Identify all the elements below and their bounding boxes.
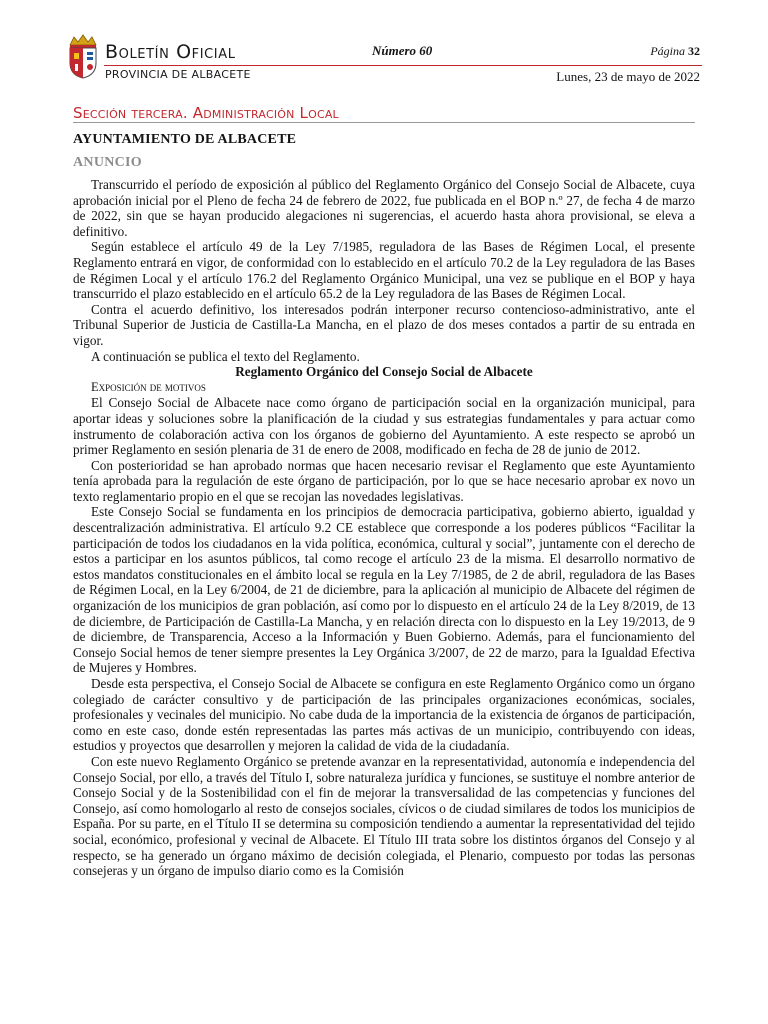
issue-date: Lunes, 23 de mayo de 2022 <box>556 69 700 84</box>
paragraph: Este Consejo Social se fundamenta en los principios de democracia participativa, gobierno abierto, igualdad y descentralización administrativa. El artículo 9.2 CE establece que corresponde a los poderes públicos “Facilitar la participación de todos los ciudadanos en la vida política, económica, cultural y social”, juntamente con el derecho de estos a participar en los asuntos públicos, tal como recoge el artículo 23 de la misma. El desarrollo normativo de estos mandatos constitucionales en el ámbito local se regula en la Ley 7/1985, de 2 de abril, reguladora de las Bases de Régimen Local, en la Ley 6/2004, de 21 de diciembre, para la aplicación al municipio de Albacete del régimen de organización de los municipios de gran población, así como por lo dispuesto en el artículo 24 de la Ley 8/2019, de 13 de diciembre, de Participación de Castilla-La Mancha, y en relación directa con lo dispuesto en la Ley 19/2013, de 9 de diciembre, de Transparencia, Acceso a la Información y Buen Gobierno. Además, para el funcionamiento del Consejo Social hemos de tener siempre presentes la Ley Orgánica 3/2007, de 22 de marzo, para la Igualdad Efectiva de Mujeres y Hombres. <box>73 504 695 676</box>
document-body <box>73 177 695 879</box>
page-indicator <box>650 44 700 59</box>
paragraph: Según establece el artículo 49 de la Ley 7/1985, reguladora de las Bases de Régimen Local, el presente Reglamento entrará en vigor, de conformidad con lo establecido en el artículo 70.2 de la Ley reguladora de las Bases de Régimen Local y el artículo 176.2 del Reglamento Orgánico Municipal, una vez se publique en el BOP y haya transcurrido el plazo establecido en el artículo 65.2 de la Ley reguladora de las Bases de Régimen Local. <box>73 239 695 302</box>
paragraph: A continuación se publica el texto del Reglamento. <box>91 348 360 364</box>
paragraph: Con posterioridad se han aprobado normas que hacen necesario revisar el Reglamento que este Ayuntamiento tenía aprobada para la regulación de este órgano de participación, por lo que se hace necesario aprobar ex novo un texto reglamentario propio en el que se recojan las novedades legislativas. <box>73 457 695 504</box>
paragraph: Con este nuevo Reglamento Orgánico se pretende avanzar en la representatividad, autonomía e independencia del Consejo Social, por ello, a través del Título I, sobre naturaleza jurídica y funciones, se sustituye el nombre anterior de Consejo Social y de la Sostenibilidad con el fin de mejorar la transversalidad de las competencias y funciones del Consejo, así como homologarlo al resto de consejos sociales, cívicos o de ciudad similares de todos los municipios de España. Por su parte, en el Título II se determina su composición tendiendo a aumentar la representatividad del tejido social, económico, profesional y vecinal de Albacete. El Título III trata sobre los distintos órganos del Consejo y al respecto, se ha generado un órgano máximo de decisión colegiada, el Plenario, compuesto por todas las personas consejeras y un órgano de impulso diario como es la Comisión <box>73 753 695 879</box>
subheading: Exposición de motivos <box>91 379 206 394</box>
header-divider <box>104 65 702 66</box>
page-number: 32 <box>688 44 700 58</box>
paragraph: Contra el acuerdo definitivo, los interesados podrán interponer recurso contencioso-administrativo, ante el Tribunal Superior de Justicia de Castilla-La Mancha, en el plazo de dos meses contados a partir de su entrada en vigor. <box>73 301 695 348</box>
notice-type: ANUNCIO <box>73 155 142 170</box>
section-divider <box>73 122 695 123</box>
coat-of-arms-icon <box>66 33 100 79</box>
paragraph: El Consejo Social de Albacete nace como órgano de participación social en la organización municipal, para aportar ideas y soluciones sobre la planificación de la ciudad y sus estrategias fundamentales y para actuar como instrumento de colaboración activa con los órganos de gobierno del Ayuntamiento. A este respecto se aprobó un primer Reglamento en sesión plenaria de 31 de enero de 2008, modificado en fecha de 28 de junio de 2012. <box>73 395 695 458</box>
issue-number: Número 60 <box>372 43 433 58</box>
section-heading: Sección tercera. Administración Local <box>73 104 339 122</box>
entity-heading: AYUNTAMIENTO DE ALBACETE <box>73 132 297 147</box>
bulletin-title: Boletín Oficial <box>105 41 236 63</box>
page-label: Página <box>650 44 685 58</box>
regulation-title: Reglamento Orgánico del Consejo Social de Albacete <box>235 364 533 380</box>
paragraph: Desde esta perspectiva, el Consejo Social de Albacete se configura en este Reglamento Orgánico como un órgano colegiado de carácter consultivo y de participación de las principales organizaciones económicas, sociales, profesionales y vecinales del municipio. No cabe duda de la importancia de la existencia de órganos de participación, como en este caso, donde estén representadas las partes más activas de un municipio, contribuyendo con ideas, estudios y proyectos que desarrollen y mejoren la calidad de vida de la ciudadanía. <box>73 676 695 754</box>
paragraph: Transcurrido el período de exposición al público del Reglamento Orgánico del Consejo Social de Albacete, cuya aprobación inicial por el Pleno de fecha 24 de febrero de 2022, fue publicada en el BOP n.º 27, de fecha 4 de marzo de 2022, sin que se hayan producido alegaciones ni sugerencias, el acuerdo hasta ahora provisional, se eleva a definitivo. <box>73 177 695 239</box>
province-name: PROVINCIA DE ALBACETE <box>105 68 251 81</box>
